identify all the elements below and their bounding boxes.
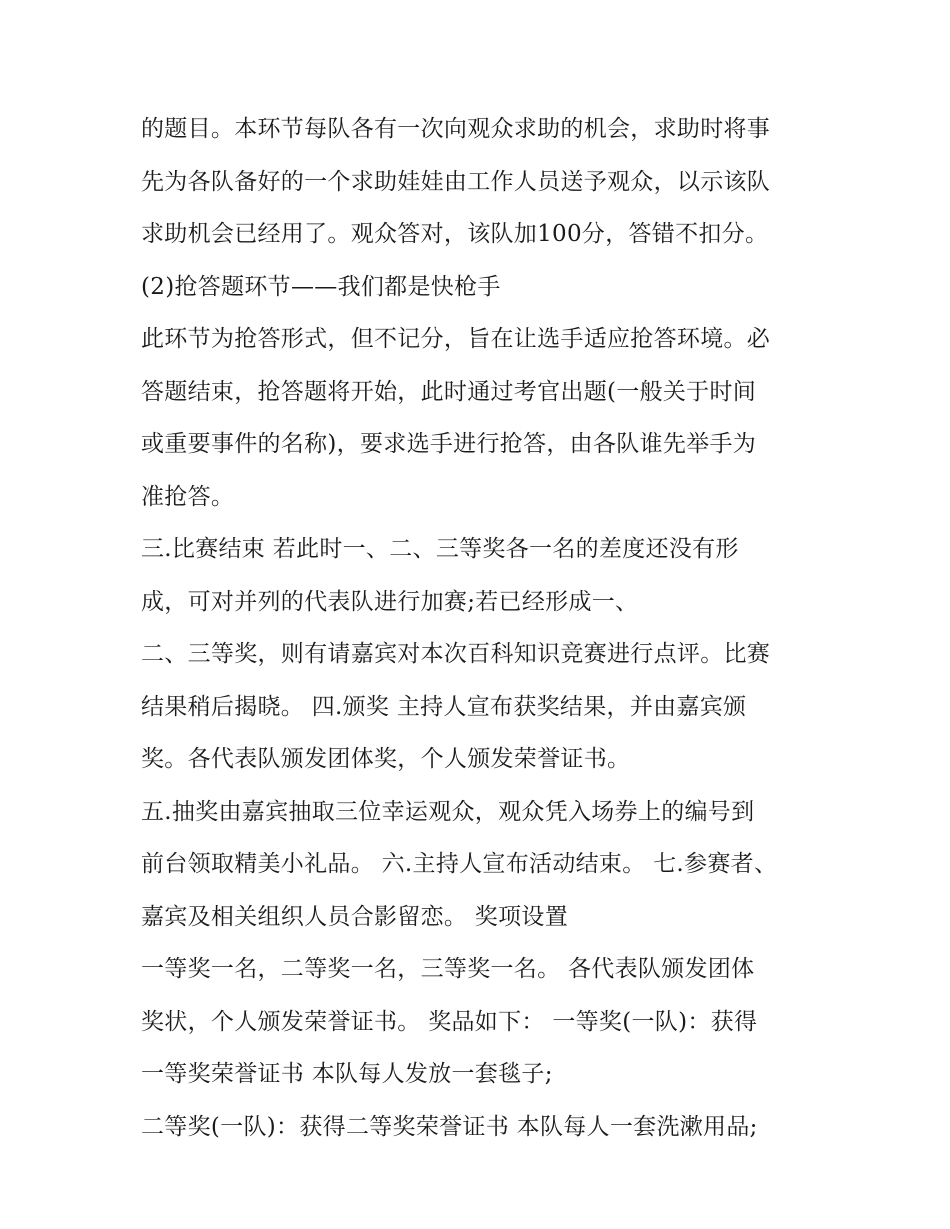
text-line: 此环节为抢答形式，但不记分，旨在让选手适应抢答环境。必 xyxy=(141,326,771,352)
text-line: 一等奖荣誉证书 本队每人发放一套毯子; xyxy=(141,1061,553,1087)
text-line: 或重要事件的名称)，要求选手进行抢答，由各队谁先举手为 xyxy=(141,431,757,457)
text-line: 五.抽奖由嘉宾抽取三位幸运观众，观众凭入场券上的编号到 xyxy=(141,798,755,825)
text-line: 奖状，个人颁发荣誉证书。 奖品如下： 一等奖(一队)：获得 xyxy=(141,1008,758,1035)
text-line: 答题结束，抢答题将开始，此时通过考官出题(一般关于时间 xyxy=(141,378,757,405)
text-line: 的题目。本环节每队各有一次向观众求助的机会，求助时将事 xyxy=(141,116,771,142)
text-line: 二、三等奖，则有请嘉宾对本次百科知识竞赛进行点评。比赛 xyxy=(141,641,771,667)
text-line: 成，可对并列的代表队进行加赛;若已经形成一、 xyxy=(141,588,639,615)
text-line: 先为各队备好的一个求助娃娃由工作人员送予观众，以示该队 xyxy=(141,168,771,195)
document-body xyxy=(141,103,841,1153)
text-line: 准抢答。 xyxy=(141,483,235,510)
text-line: 前台领取精美小礼品。 六.主持人宣布活动结束。 七.参赛者、 xyxy=(141,851,778,877)
section-heading: (2)抢答题环节——我们都是快枪手 xyxy=(141,273,501,300)
text-line: 嘉宾及相关组织人员合影留恋。 奖项设置 xyxy=(141,903,569,930)
text-line: 三.比赛结束 若此时一、二、三等奖各一名的差度还没有形 xyxy=(141,536,739,562)
text-line: 求助机会已经用了。观众答对，该队加100分，答错不扣分。 xyxy=(141,221,769,247)
text-line: 二等奖(一队)：获得二等奖荣誉证书 本队每人一套洗漱用品; xyxy=(141,1113,758,1140)
text-line: 结果稍后揭晓。 四.颁奖 主持人宣布获奖结果，并由嘉宾颁 xyxy=(141,693,747,720)
text-line: 奖。各代表队颁发团体奖，个人颁发荣誉证书。 xyxy=(141,746,631,772)
text-line: 一等奖一名，二等奖一名，三等奖一名。 各代表队颁发团体 xyxy=(141,956,755,982)
